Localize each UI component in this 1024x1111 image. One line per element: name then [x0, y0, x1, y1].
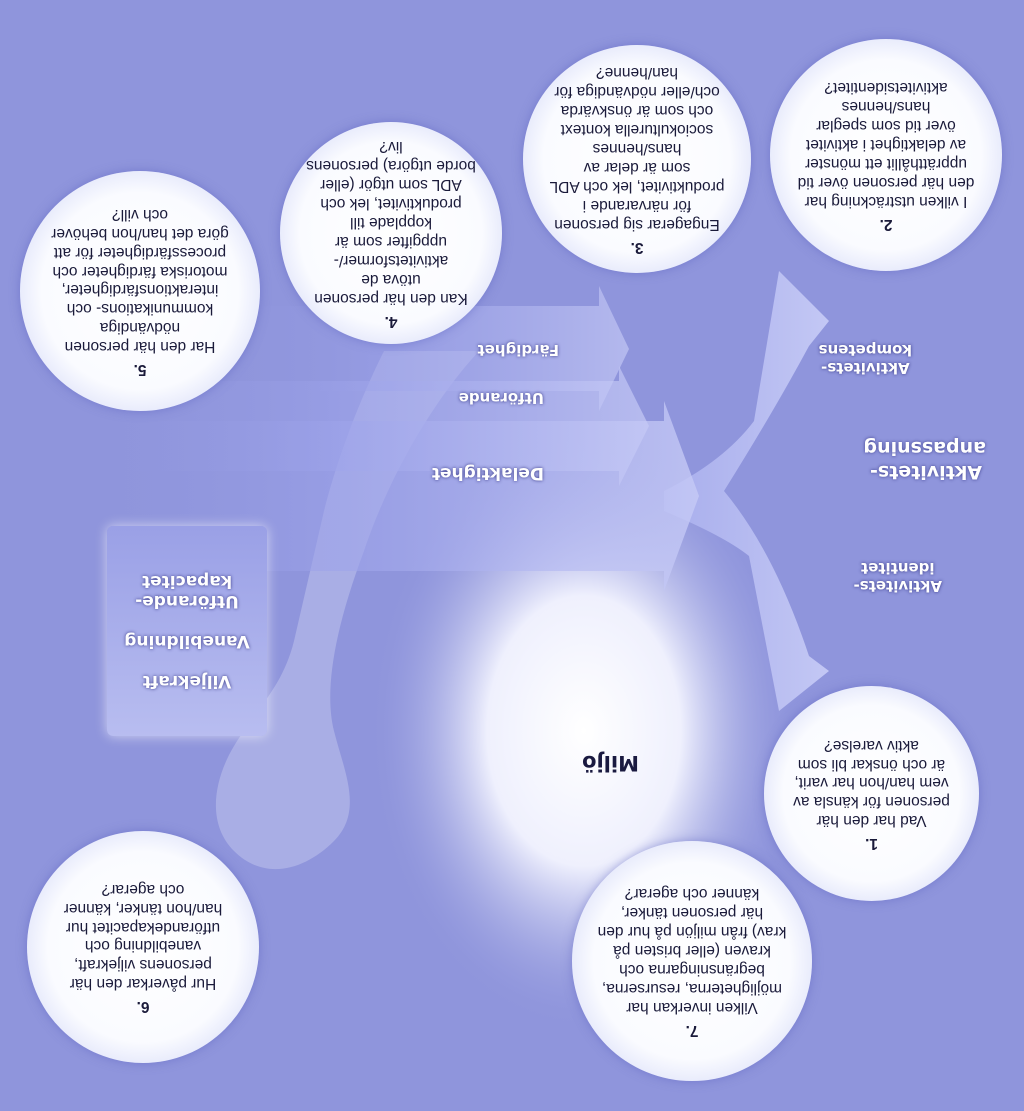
capacity-label-line1: Utförande- [135, 591, 239, 611]
question-bubble-6 [27, 831, 259, 1063]
bubble-number: 6. [136, 998, 150, 1016]
capacity-label-line2: kapacitet [141, 571, 233, 591]
question-bubble-1 [764, 686, 979, 901]
adaptation-label-line2: anpassning [863, 437, 986, 460]
question-bubble-4 [280, 122, 502, 344]
bubble-number: 1. [865, 835, 878, 853]
bubble-text: Vad har den här personen för känsla av vem han/hon har varit, är och önskar bli som aktiv varelse? [793, 736, 950, 830]
volition-label: Viljekraft [142, 671, 232, 691]
bubble-text: Vilken inverkan har möjligheterna, resurserna, begränsningarna och kraven (eller bristen på krav) från miljön på hur den här personen tänker, känner och agerar? [597, 885, 787, 1016]
adaptation-label-line1: Aktivitets- [869, 461, 983, 483]
bubble-text: Har den här personen nödvändiga kommunikations- och interaktionsfärdigheter, motoriska färdigheter och processfärdigheter för att göra det han/hon behöver och vill? [51, 205, 229, 356]
question-bubble-7 [572, 841, 812, 1081]
bubble-number: 4. [384, 312, 398, 330]
flow-label-participation: Delaktighet [431, 463, 544, 483]
flow-label-performance: Utförande [458, 389, 544, 407]
bubble-text: I vilken utsträckning har den här personen över tid upprätthållit ett mönster av delaktighet i aktivitet över tid som speglar hans/hennes aktivitetsidentitet? [797, 79, 975, 210]
bubble-number: 5. [133, 361, 147, 379]
bubble-number: 2. [879, 215, 893, 233]
environment-label: Miljö [582, 751, 639, 775]
identity-label-line2: identitet [860, 559, 935, 577]
bubble-number: 7. [685, 1021, 699, 1039]
identity-label [854, 559, 942, 595]
volition-box [107, 526, 267, 736]
competence-label-line1: Aktivitets- [821, 359, 910, 377]
competence-label [819, 341, 912, 377]
question-bubble-2 [770, 39, 1002, 271]
bubble-text: Engagerar sig personen för närvarande i produktivitet, lek och ADL som är delar av hans/hennes sociokulturella kontext och som är önskvärda och/eller nödvändiga för han/henne? [549, 64, 725, 233]
adaptation-label [863, 436, 986, 484]
identity-label-line1: Aktivitets- [853, 577, 942, 595]
bubble-text: Kan den här personen utöva de aktivitetsformer/-uppgifter som är kopplade till produktivitet, lek och ADL som utgör (eller borde utgöra) personens liv? [306, 138, 476, 307]
question-bubble-5 [20, 171, 260, 411]
habituation-label: Vanebildning [124, 631, 250, 651]
bubble-number: 3. [630, 238, 644, 256]
flow-label-skill: Färdighet [477, 341, 559, 359]
competence-label-line2: kompetens [818, 341, 912, 359]
bubble-text: Hur påverkar den här personens viljekraft, vanebildning och utförandekapacitet hur han/hon tänker, känner och agerar? [63, 880, 223, 993]
question-bubble-3 [523, 45, 751, 273]
